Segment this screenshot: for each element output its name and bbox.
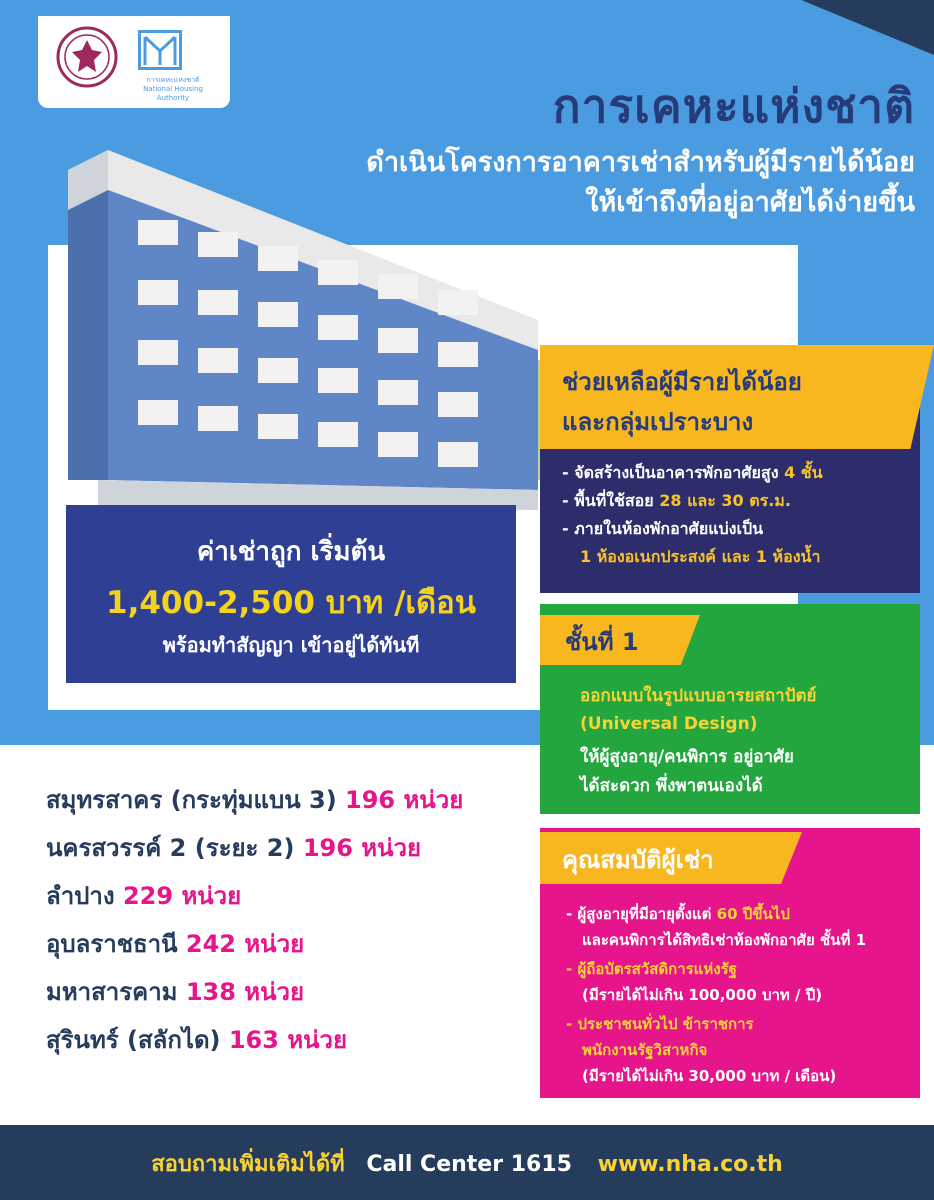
building-illustration (68, 150, 568, 520)
support-bullet-3: - ภายในห้องพักอาศัยแบ่งเป็น (562, 519, 764, 538)
qualification-3a: - ประชาชนทั่วไป ข้าราชการ (566, 1015, 754, 1033)
qualification-1a: - ผู้สูงอายุที่มีอายุตั้งแต่ 60 ปีขึ้นไป (566, 905, 790, 923)
qualification-1b: และคนพิการได้สิทธิเช่าห้องพักอาศัย ชั้นที่ 1 (582, 931, 867, 949)
floor1-line-4: ได้สะดวก พึ่งพาตนเองได้ (580, 776, 763, 796)
support-title-line-2: และกลุ่มเปราะบาง (562, 408, 754, 436)
qualification-3c: (มีรายได้ไม่เกิน 30,000 บาท / เดือน) (582, 1067, 837, 1085)
floor1-line-1: ออกแบบในรูปแบบอารยสถาปัตย์ (580, 686, 817, 706)
qualifications-title: คุณสมบัติผู้เช่า (562, 846, 714, 874)
qualification-2a: - ผู้ถือบัตรสวัสดิการแห่งรัฐ (566, 960, 737, 978)
support-bullet-3-detail: 1 ห้องอเนกประสงค์ และ 1 ห้องน้ำ (580, 547, 821, 566)
rent-note: พร้อมทำสัญญา เข้าอยู่ได้ทันที (162, 633, 420, 657)
location-item: ลำปาง 229 หน่วย (46, 882, 242, 910)
location-item: อุบลราชธานี 242 หน่วย (46, 930, 305, 958)
rent-price: 1,400-2,500 บาท /เดือน (106, 585, 476, 621)
location-item: สุรินทร์ (สลักได) 163 หน่วย (46, 1026, 348, 1054)
government-seal-icon (56, 26, 118, 88)
subtitle-line-2: ให้เข้าถึงที่อยู่อาศัยได้ง่ายขึ้น (585, 187, 915, 218)
support-bullet-2: - พื้นที่ใช้สอย 28 และ 30 ตร.ม. (562, 491, 791, 510)
floor1-title: ชั้นที่ 1 (565, 628, 639, 656)
footer-label: สอบถามเพิ่มเติมได้ที่ (151, 1152, 345, 1177)
rent-intro: ค่าเช่าถูก เริ่มต้น (196, 537, 386, 567)
website-link[interactable]: www.nha.co.th (597, 1152, 783, 1177)
subtitle-line-1: ดำเนินโครงการอาคารเช่าสำหรับผู้มีรายได้น้อย (366, 147, 915, 178)
floor1-line-2: (Universal Design) (580, 714, 758, 734)
qualification-2b: (มีรายได้ไม่เกิน 100,000 บาท / ปี) (582, 986, 823, 1004)
support-bullet-1: - จัดสร้างเป็นอาคารพักอาศัยสูง 4 ชั้น (562, 463, 823, 482)
rent-box (66, 505, 516, 683)
nha-logo-text: การเคหะแห่งชาติ National Housing Authority (143, 76, 203, 102)
floor1-line-3: ให้ผู้สูงอายุ/คนพิการ อยู่อาศัย (580, 747, 794, 767)
location-item: สมุทรสาคร (กระทุ่มแบน 3) 196 หน่วย (46, 786, 464, 814)
support-title-line-1: ช่วยเหลือผู้มีรายได้น้อย (562, 368, 802, 396)
qualification-3b: พนักงานรัฐวิสาหกิจ (582, 1041, 708, 1059)
nha-logo-icon (138, 30, 182, 70)
location-item: นครสวรรค์ 2 (ระยะ 2) 196 หน่วย (46, 834, 422, 862)
location-item: มหาสารคาม 138 หน่วย (46, 978, 305, 1006)
page-title: การเคหะแห่งชาติ (552, 79, 915, 133)
call-center-number[interactable]: Call Center 1615 (366, 1152, 572, 1177)
footer-contact (0, 1146, 934, 1181)
